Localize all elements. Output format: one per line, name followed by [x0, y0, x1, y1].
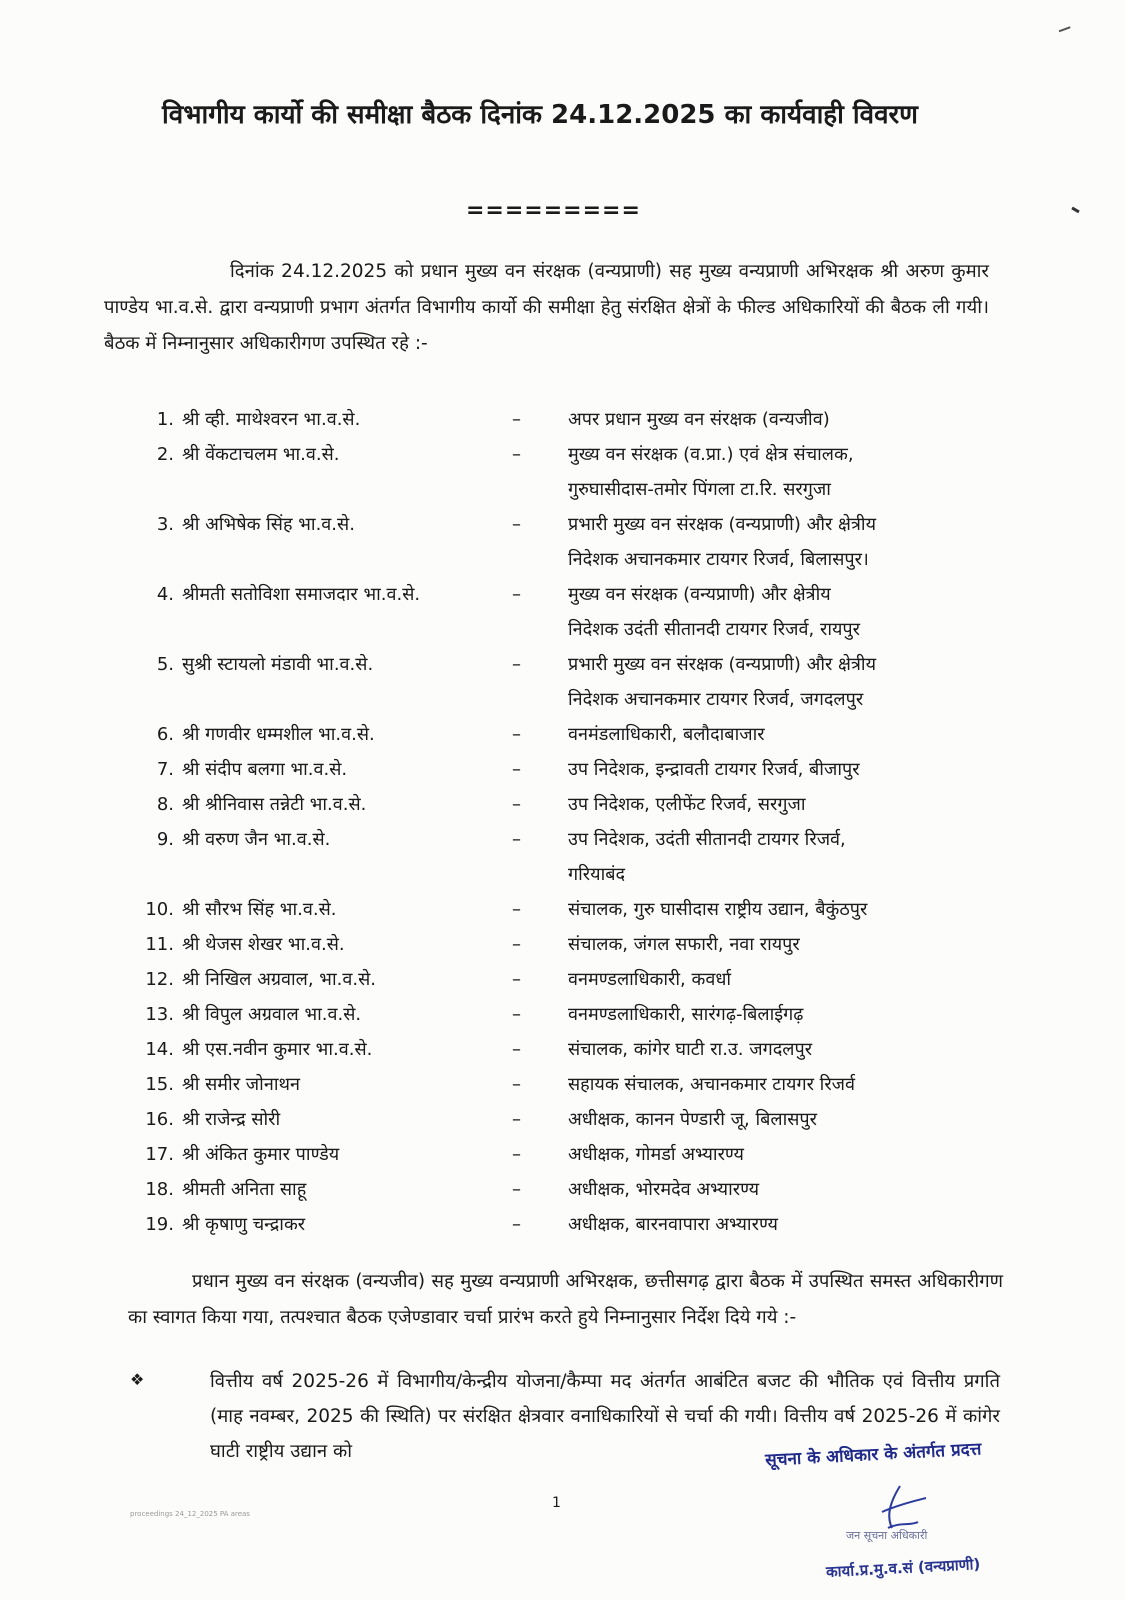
attendee-designation: अधीक्षक, भोरमदेव अभ्यारण्य: [568, 1179, 760, 1200]
attendee-name: श्री गणवीर धम्मशील भा.व.से.: [182, 724, 375, 745]
attendee-row: [140, 787, 1010, 822]
scan-mark: [1068, 207, 1079, 219]
attendee-designation: मुख्य वन संरक्षक (वन्यप्राणी) और क्षेत्रीय: [568, 584, 831, 605]
attendee-name: श्री राजेन्द्र सोरी: [182, 1109, 281, 1130]
attendee-dash: –: [512, 969, 521, 990]
attendee-dash: –: [512, 1214, 521, 1235]
attendee-designation: अधीक्षक, कानन पेण्डारी जू, बिलासपुर: [568, 1109, 818, 1130]
attendee-number: 6.: [156, 724, 174, 745]
attendee-name: श्री एस.नवीन कुमार भा.व.से.: [182, 1039, 373, 1060]
attendee-designation: अधीक्षक, बारनवापारा अभ्यारण्य: [568, 1214, 778, 1235]
attendee-dash: –: [512, 654, 521, 675]
attendee-dash: –: [512, 934, 521, 955]
signature-office: कार्या.प्र.मु.व.सं (वन्यप्राणी): [825, 1554, 981, 1582]
attendee-dash: –: [512, 409, 521, 430]
attendee-dash: –: [512, 759, 521, 780]
attendee-number: 9.: [156, 829, 174, 850]
attendee-name: श्री विपुल अग्रवाल भा.व.से.: [182, 1004, 362, 1025]
attendee-list: [140, 402, 1010, 1242]
attendee-name: श्रीमती सतोविशा समाजदार भा.व.से.: [182, 584, 421, 605]
attendee-designation: वनमण्डलाधिकारी, कवर्धा: [568, 969, 732, 990]
attendee-row: [140, 1137, 1010, 1172]
scan-mark: [1059, 26, 1074, 40]
attendee-name: श्री कृषाणु चन्द्राकर: [182, 1214, 306, 1235]
attendee-number: 5.: [156, 654, 174, 675]
document-title: विभागीय कार्यो की समीक्षा बैठक दिनांक 24.12.2025 का कार्यवाही विवरण: [162, 100, 918, 130]
attendee-number: 2.: [156, 444, 174, 465]
attendee-row: [140, 822, 1010, 892]
attendee-name: श्री वरुण जैन भा.व.से.: [182, 829, 331, 850]
attendee-designation: मुख्य वन संरक्षक (व.प्रा.) एवं क्षेत्र संचालक,: [568, 444, 854, 465]
title-separator: =========: [466, 198, 641, 223]
attendee-row: [140, 577, 1010, 647]
attendee-row: [140, 1032, 1010, 1067]
attendee-row: [140, 892, 1010, 927]
attendee-designation: उप निदेशक, इन्द्रावती टायगर रिजर्व, बीजापुर: [568, 759, 860, 780]
attendee-row: [140, 437, 1010, 507]
attendee-dash: –: [512, 584, 521, 605]
attendee-dash: –: [512, 1144, 521, 1165]
attendee-name: सुश्री स्टायलो मंडावी भा.व.से.: [182, 654, 374, 675]
attendee-dash: –: [512, 1039, 521, 1060]
signature-designation: जन सूचना अधिकारी: [846, 1529, 928, 1542]
attendee-designation: प्रभारी मुख्य वन संरक्षक (वन्यप्राणी) और क्षेत्रीय: [568, 654, 877, 675]
attendee-designation: अधीक्षक, गोमर्डा अभ्यारण्य: [568, 1144, 744, 1165]
attendee-name: श्री अभिषेक सिंह भा.व.से.: [182, 514, 355, 535]
attendee-dash: –: [512, 1179, 521, 1200]
attendee-designation-line2: गुरुघासीदास-तमोर पिंगला टा.रि. सरगुजा: [568, 479, 831, 500]
welcome-paragraph: प्रधान मुख्य वन संरक्षक (वन्यजीव) सह मुख्य वन्यप्राणी अभिरक्षक, छत्तीसगढ़ द्वारा बैठक में उपस्थित समस्त अधिकारीगण का स्वागत किया गया, तत्पश्चात बैठक एजेण्डावार चर्चा प्रारंभ करते हुये निम्नानुसार निर्देश दिये गये :-: [128, 1271, 1003, 1328]
attendee-name: श्री संदीप बलगा भा.व.से.: [182, 759, 348, 780]
attendee-number: 4.: [156, 584, 174, 605]
attendee-row: [140, 717, 1010, 752]
attendee-dash: –: [512, 724, 521, 745]
attendee-designation: वनमण्डलाधिकारी, सारंगढ़-बिलाईगढ़: [568, 1004, 804, 1025]
attendee-designation: उप निदेशक, एलीफेंट रिजर्व, सरगुजा: [568, 794, 806, 815]
attendee-row: [140, 927, 1010, 962]
attendee-number: 8.: [156, 794, 174, 815]
attendee-name: श्री व्ही. माथेश्वरन भा.व.से.: [182, 409, 361, 430]
attendee-designation: संचालक, कांगेर घाटी रा.उ. जगदलपुर: [568, 1039, 813, 1060]
attendee-name: श्री समीर जोनाथन: [182, 1074, 300, 1095]
attendee-row: [140, 1067, 1010, 1102]
attendee-row: [140, 647, 1010, 717]
attendee-name: श्री वेंकटाचलम भा.व.से.: [182, 444, 340, 465]
attendee-designation: प्रभारी मुख्य वन संरक्षक (वन्यप्राणी) और क्षेत्रीय: [568, 514, 877, 535]
attendee-number: 10.: [145, 899, 174, 920]
footer-filename: proceedings 24_12_2025 PA areas: [130, 1510, 250, 1518]
attendee-number: 15.: [145, 1074, 174, 1095]
attendee-row: [140, 1172, 1010, 1207]
attendee-dash: –: [512, 1109, 521, 1130]
attendee-designation-line2: गरियाबंद: [568, 864, 626, 885]
attendee-name: श्री थेजस शेखर भा.व.से.: [182, 934, 345, 955]
bullet-icon: ❖: [130, 1370, 145, 1389]
attendee-number: 14.: [145, 1039, 174, 1060]
attendee-name: श्री अंकित कुमार पाण्डेय: [182, 1144, 340, 1165]
attendee-designation: उप निदेशक, उदंती सीतानदी टायगर रिजर्व,: [568, 829, 846, 850]
attendee-number: 11.: [145, 934, 174, 955]
attendee-number: 3.: [156, 514, 174, 535]
attendee-dash: –: [512, 1074, 521, 1095]
attendee-name: श्री निखिल अग्रवाल, भा.व.से.: [182, 969, 376, 990]
attendee-number: 16.: [145, 1109, 174, 1130]
page-number: 1: [552, 1495, 561, 1511]
attendee-designation: अपर प्रधान मुख्य वन संरक्षक (वन्यजीव): [568, 409, 830, 430]
attendee-number: 1.: [156, 409, 174, 430]
intro-paragraph: दिनांक 24.12.2025 को प्रधान मुख्य वन संरक्षक (वन्यप्राणी) सह मुख्य वन्यप्राणी अभिरक्षक श्री अरुण कुमार पाण्डेय भा.व.से. द्वारा वन्यप्राणी प्रभाग अंतर्गत विभागीय कार्यो की समीक्षा हेतु संरक्षित क्षेत्रों के फील्ड अधिकारियों की बैठक ली गयी। बैठक में निम्नानुसार अधिकारीगण उपस्थित रहे :-: [104, 261, 989, 354]
attendee-name: श्री श्रीनिवास तन्नेटी भा.व.से.: [182, 794, 367, 815]
attendee-dash: –: [512, 444, 521, 465]
attendee-dash: –: [512, 899, 521, 920]
attendee-designation: संचालक, गुरु घासीदास राष्ट्रीय उद्यान, बैकुंठपुर: [568, 899, 868, 920]
point-paragraph: वित्तीय वर्ष 2025-26 में विभागीय/केन्द्रीय योजना/कैम्पा मद अंतर्गत आबंटित बजट की भौतिक एवं वित्तीय प्रगति (माह नवम्बर, 2025 की स्थिति) पर संरक्षित क्षेत्रवार वनाधिकारियों से चर्चा की गयी। वित्तीय वर्ष 2025-26 में कांगेर घाटी राष्ट्रीय उद्यान को: [210, 1371, 1000, 1462]
attendee-row: [140, 752, 1010, 787]
attendee-designation-line2: निदेशक उदंती सीतानदी टायगर रिजर्व, रायपुर: [568, 619, 861, 640]
attendee-dash: –: [512, 829, 521, 850]
attendee-designation: वनमंडलाधिकारी, बलौदाबाजार: [568, 724, 765, 745]
attendee-designation-line2: निदेशक अचानकमार टायगर रिजर्व, बिलासपुर।: [568, 549, 869, 570]
attendee-designation-line2: निदेशक अचानकमार टायगर रिजर्व, जगदलपुर: [568, 689, 864, 710]
attendee-designation: सहायक संचालक, अचानकमार टायगर रिजर्व: [568, 1074, 856, 1095]
attendee-row: [140, 1207, 1010, 1242]
attendee-row: [140, 507, 1010, 577]
attendee-name: श्रीमती अनिता साहू: [182, 1179, 307, 1200]
attendee-number: 13.: [145, 1004, 174, 1025]
attendee-dash: –: [512, 794, 521, 815]
attendee-designation: संचालक, जंगल सफारी, नवा रायपुर: [568, 934, 800, 955]
attendee-number: 7.: [156, 759, 174, 780]
attendee-number: 17.: [145, 1144, 174, 1165]
attendee-row: [140, 962, 1010, 997]
attendee-dash: –: [512, 1004, 521, 1025]
attendee-row: [140, 1102, 1010, 1137]
attendee-row: [140, 402, 1010, 437]
attendee-number: 12.: [145, 969, 174, 990]
attendee-dash: –: [512, 514, 521, 535]
attendee-number: 18.: [145, 1179, 174, 1200]
attendee-number: 19.: [145, 1214, 174, 1235]
attendee-name: श्री सौरभ सिंह भा.व.से.: [182, 899, 337, 920]
rti-stamp: सूचना के अधिकार के अंतर्गत प्रदत्त: [764, 1439, 982, 1471]
attendee-row: [140, 997, 1010, 1032]
